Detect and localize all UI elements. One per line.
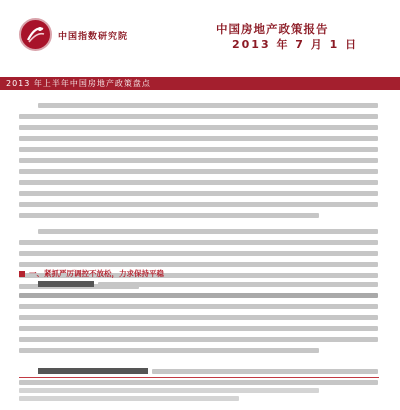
text-line xyxy=(19,304,378,309)
report-date: 2013 年 7 月 1 日 xyxy=(232,38,359,51)
text-line xyxy=(19,315,378,320)
lead-phrase xyxy=(38,281,94,287)
organization-name: 中国指数研究院 xyxy=(58,32,129,42)
text-line xyxy=(19,136,378,141)
square-bullet-icon xyxy=(19,271,25,277)
footnote-line xyxy=(19,388,319,393)
text-line xyxy=(19,180,378,185)
text-line xyxy=(19,191,378,196)
banner-title: 2013 年上半年中国房地产政策盘点 xyxy=(6,79,151,88)
section-heading-text: 一、紧抓严厉调控不放松，力求保持平稳 xyxy=(29,269,164,278)
text-line xyxy=(19,114,378,119)
text-line xyxy=(98,282,378,287)
text-line xyxy=(19,380,378,385)
institute-logo xyxy=(19,18,52,51)
text-line xyxy=(38,229,378,234)
text-line xyxy=(19,326,378,331)
footnote-line xyxy=(19,396,239,401)
text-line xyxy=(19,147,378,152)
text-line xyxy=(38,103,378,108)
text-line xyxy=(19,262,378,267)
footnote-divider xyxy=(19,377,379,378)
text-line xyxy=(152,369,378,374)
text-line xyxy=(19,293,378,298)
text-line xyxy=(19,337,378,342)
text-line xyxy=(19,348,319,353)
text-line xyxy=(19,169,378,174)
text-line xyxy=(19,240,378,245)
text-line xyxy=(19,202,378,207)
text-line xyxy=(19,213,319,218)
text-line xyxy=(19,251,378,256)
title-banner xyxy=(0,77,400,90)
text-line xyxy=(19,125,378,130)
report-header xyxy=(0,0,400,68)
section-heading xyxy=(19,268,164,279)
report-title: 中国房地产政策报告 xyxy=(216,22,329,36)
text-line xyxy=(19,158,378,163)
footnote-area xyxy=(19,386,379,398)
lead-phrase xyxy=(38,368,148,374)
